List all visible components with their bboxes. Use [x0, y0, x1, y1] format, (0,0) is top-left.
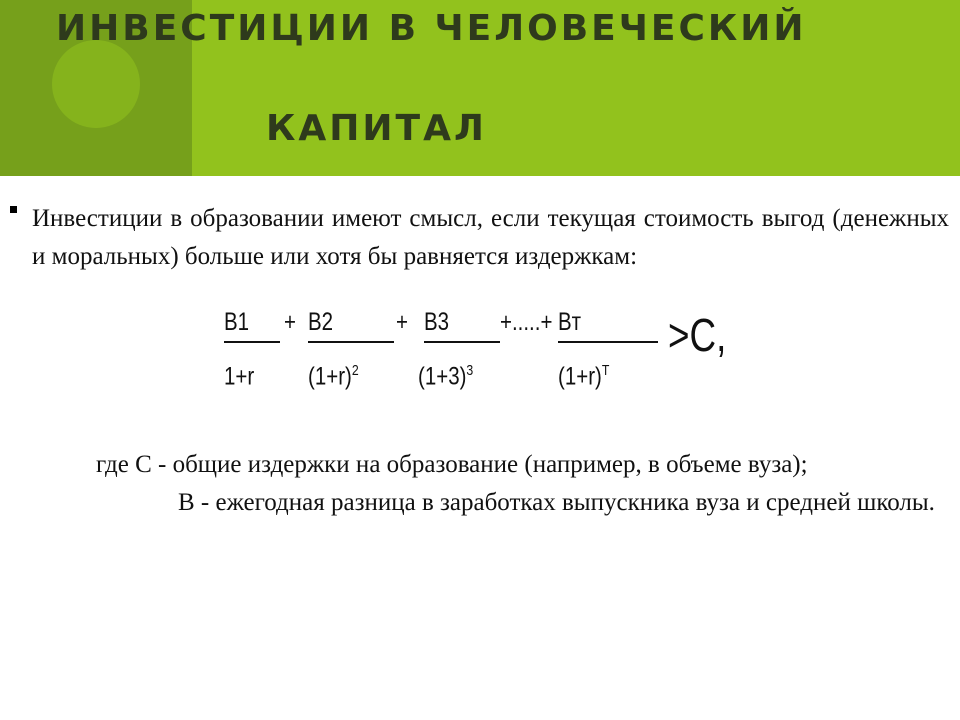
definitions-block	[8, 446, 949, 522]
definition-c	[8, 446, 949, 484]
formula-term-2-value: B2	[308, 308, 334, 336]
formula-term-1-operator: +	[284, 308, 296, 336]
investment-formula	[222, 308, 742, 408]
formula-term-2-exponent: 2	[351, 362, 359, 379]
formula-term-4-fraction-bar	[558, 341, 658, 343]
page-title-line-2: КАПИТАЛ	[266, 108, 487, 149]
formula-term-2-denominator	[308, 362, 359, 391]
formula-term-1-denominator	[224, 362, 254, 391]
bullet-icon	[10, 206, 17, 213]
definition-b-text: В - ежегодная разница в заработках выпускника вуза и средней школы.	[178, 489, 935, 516]
formula-term-4-denominator-base: (1+r)	[558, 362, 602, 391]
formula-term-3-operator: +.....+	[500, 308, 553, 336]
formula-term-1-fraction-bar	[224, 341, 280, 343]
header-decorative-circle	[52, 40, 140, 128]
formula-term-1-numerator	[224, 308, 249, 337]
formula-term-2-denominator-base: (1+r)	[308, 362, 352, 391]
formula-term-3-numerator	[424, 308, 449, 337]
bullet-paragraph: Инвестиции в образовании имеют смысл, если текущая стоимость выгод (денежных и моральных) больше или хотя бы равняется издержкам:	[32, 205, 949, 270]
page-title-line-1: ИНВЕСТИЦИИ В ЧЕЛОВЕЧЕСКИЙ	[56, 8, 807, 49]
header-band	[0, 0, 960, 176]
formula-term-4-exponent: T	[601, 362, 610, 379]
formula-term-4-value: Bт	[558, 308, 582, 336]
definition-b	[8, 484, 949, 522]
formula-term-4-numerator	[558, 308, 581, 337]
formula-relation	[668, 309, 727, 361]
formula-relation-symbol: >	[668, 309, 690, 361]
formula-term-1-denominator-base: 1+r	[224, 362, 255, 391]
definition-c-text: где С - общие издержки на образование (например, в объеме вуза);	[96, 451, 808, 478]
formula-term-3-value: B3	[424, 308, 450, 336]
formula-term-3-denominator	[418, 362, 473, 391]
formula-term-2-numerator	[308, 308, 333, 337]
formula-term-2-fraction-bar	[308, 341, 394, 343]
formula-term-2-operator: +	[396, 308, 408, 336]
formula-term-3-denominator-base: (1+3)	[418, 362, 467, 391]
formula-rhs: C,	[689, 309, 727, 361]
formula-term-1-value: B1	[224, 308, 250, 336]
formula-term-4-denominator	[558, 362, 609, 391]
formula-term-3-exponent: 3	[466, 362, 474, 379]
formula-term-3-fraction-bar	[424, 341, 500, 343]
